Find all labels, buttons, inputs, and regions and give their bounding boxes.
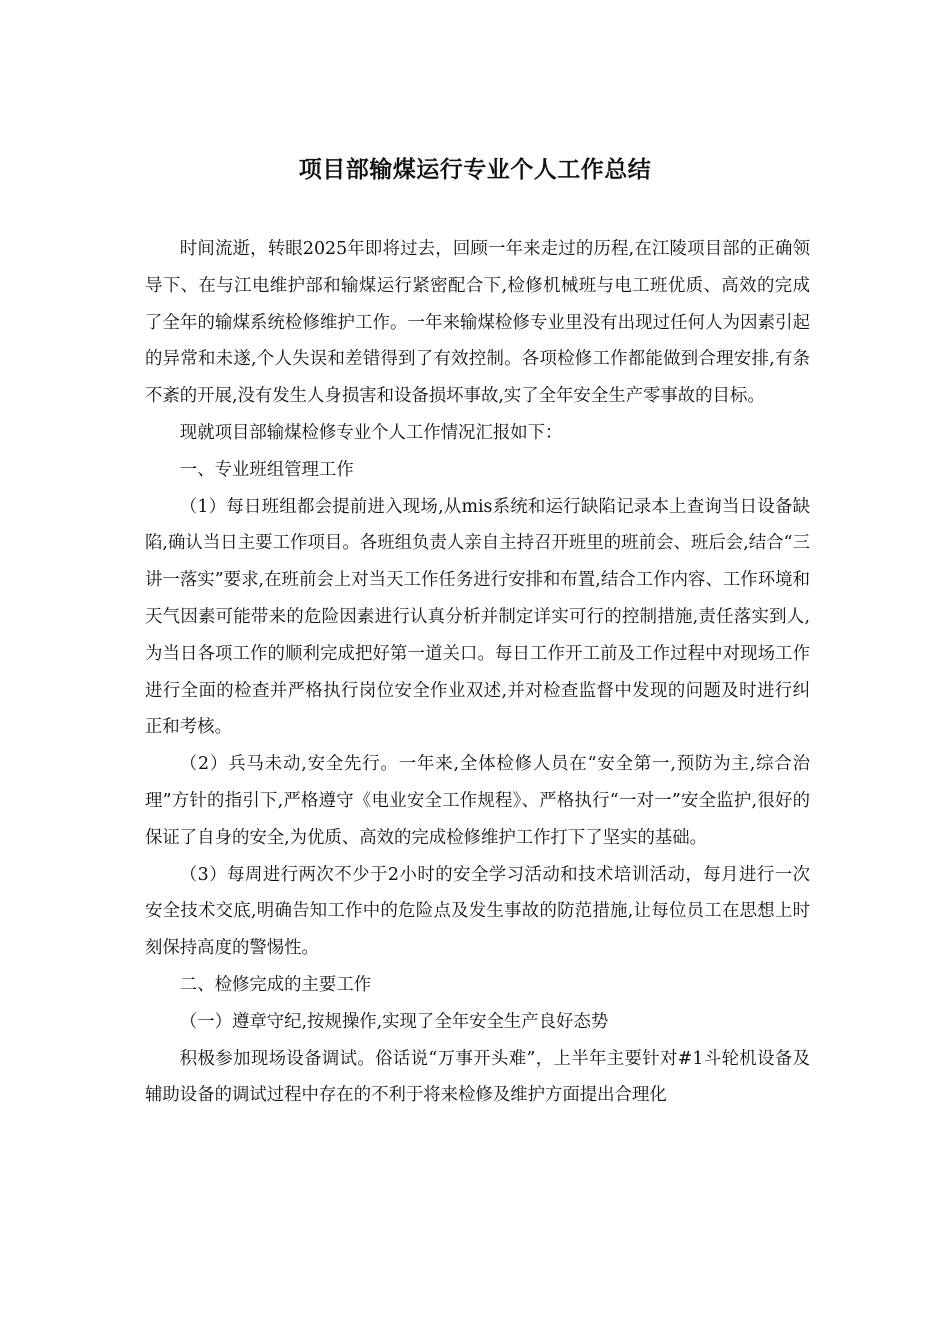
section-heading-main-work: 二、检修完成的主要工作 — [179, 974, 372, 995]
section-heading-team-management: 一、专业班组管理工作 — [179, 459, 354, 480]
paragraph-report-lead: 现就项目部输煤检修专业个人工作情况汇报如下： — [179, 422, 563, 443]
paragraph-item-2: （2）兵马未动,安全先行。一年来,全体检修人员在“安全第一,预防为主,综合治理”方针的指引下,严格遵守《电业安全工作规程》、严格执行“一对一”安全监护,很好的保证了自身的安全,为优质、高效的完成检修维护工作打下了坚实的基础。 — [145, 754, 810, 848]
paragraph-commissioning: 积极参加现场设备调试。俗话说“万事开头难”，上半年主要针对#1斗轮机设备及辅助设备的调试过程中存在的不利于将来检修及维护方面提出合理化 — [145, 1048, 810, 1106]
document-title: 项目部输煤运行专业个人工作总结 — [298, 157, 652, 183]
subsection-heading-safety: （一）遵章守纪,按规操作,实现了全年安全生产良好态势 — [179, 1011, 609, 1032]
paragraph-intro: 时间流逝，转眼2025年即将过去，回顾一年来走过的历程,在江陵项目部的正确领导下、在与江电维护部和输煤运行紧密配合下,检修机械班与电工班优质、高效的完成了全年的输煤系统检修维护工作。一年来输煤检修专业里没有出现过任何人为因素引起的异常和未遂,个人失误和差错得到了有效控制。各项检修工作都能做到合理安排,有条不紊的开展,没有发生人身损害和设备损坏事故,实了全年安全生产零事故的目标。 — [145, 239, 810, 407]
paragraph-item-1: （1）每日班组都会提前进入现场,从mis系统和运行缺陷记录本上查询当日设备缺陷,确认当日主要工作项目。各班组负责人亲自主持召开班里的班前会、班后会,结合“三讲一落实”要求,在班前会上对当天工作任务进行安排和布置,结合工作内容、工作环境和天气因素可能带来的危险因素进行认真分析并制定详实可行的控制措施,责任落实到人,为当日各项工作的顺利完成把好第一道关口。每日工作开工前及工作过程中对现场工作进行全面的检查并严格执行岗位安全作业双述,并对检查监督中发现的问题及时进行纠正和考核。 — [145, 496, 810, 738]
document-body — [145, 231, 810, 1114]
paragraph-item-3: （3）每周进行两次不少于2小时的安全学习活动和技术培训活动，每月进行一次安全技术交底,明确告知工作中的危险点及发生事故的防范措施,让每位员工在思想上时刻保持高度的警惕性。 — [145, 864, 810, 959]
